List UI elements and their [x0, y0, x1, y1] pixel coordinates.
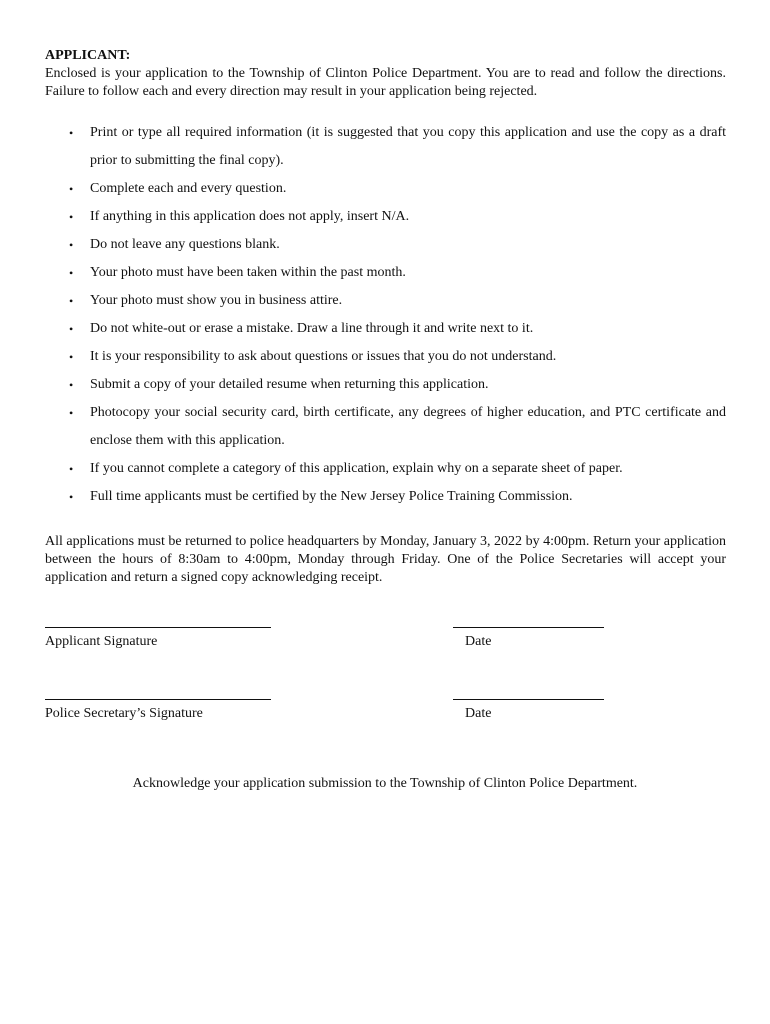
bullet-icon: • [69, 294, 74, 308]
instruction-text: Full time applicants must be certified by the New Jersey Police Training Commission. [90, 489, 573, 504]
return-instructions-paragraph: All applications must be returned to police headquarters by Monday, January 3, 2022 by 4:00pm. Return your application between the hours of 8:30am to 4:00pm, Monday through Friday. One of the Police Secretaries will accept your application and return a signed copy acknowledging receipt. [45, 534, 726, 585]
instruction-item [45, 343, 726, 371]
instruction-text: Your photo must have been taken within the past month. [90, 265, 406, 280]
instruction-text: It is your responsibility to ask about questions or issues that you do not understand. [90, 349, 557, 364]
instruction-text: Your photo must show you in business attire. [90, 293, 343, 308]
instruction-text: Do not leave any questions blank. [90, 237, 280, 252]
instruction-item [45, 119, 726, 175]
acknowledgement-text: Acknowledge your application submission to the Township of Clinton Police Department. [132, 776, 638, 791]
signature-line [45, 627, 271, 628]
instruction-item [45, 287, 726, 315]
intro-paragraph: Enclosed is your application to the Township of Clinton Police Department. You are to read and follow the directions. Failure to follow each and every direction may result in your application being rejected. [45, 66, 726, 99]
instruction-text: If you cannot complete a category of this application, explain why on a separate sheet of paper. [90, 461, 623, 476]
bullet-icon: • [69, 266, 74, 280]
secretary-date-field[interactable] [453, 699, 604, 723]
applicant-signature-label: Applicant Signature [45, 634, 158, 649]
instruction-item [45, 203, 726, 231]
bullet-icon: • [69, 322, 74, 336]
bullet-icon: • [69, 350, 74, 364]
secretary-signature-label: Police Secretary’s Signature [45, 706, 203, 721]
bullet-icon: • [69, 126, 74, 140]
applicant-date-field[interactable] [453, 627, 604, 651]
instruction-text: Complete each and every question. [90, 181, 287, 196]
bullet-icon: • [69, 490, 74, 504]
instruction-item [45, 483, 726, 511]
instructions-list [45, 119, 726, 511]
applicant-heading: APPLICANT: [45, 48, 131, 63]
instruction-item [45, 175, 726, 203]
bullet-icon: • [69, 238, 74, 252]
instruction-text: Submit a copy of your detailed resume when returning this application. [90, 377, 489, 392]
bullet-icon: • [69, 182, 74, 196]
instruction-item [45, 371, 726, 399]
bullet-icon: • [69, 406, 74, 420]
signature-line [45, 699, 271, 700]
instruction-text: If anything in this application does not apply, insert N/A. [90, 209, 410, 224]
instruction-item [45, 231, 726, 259]
bullet-icon: • [69, 378, 74, 392]
bullet-icon: • [69, 462, 74, 476]
date-line [453, 627, 604, 628]
instruction-text: Photocopy your social security card, birth certificate, any degrees of higher education, and PTC certificate and enclose them with this application. [90, 405, 726, 448]
instruction-item [45, 399, 726, 455]
instruction-text: Do not white-out or erase a mistake. Draw a line through it and write next to it. [90, 321, 534, 336]
date-line [453, 699, 604, 700]
instruction-item [45, 455, 726, 483]
bullet-icon: • [69, 210, 74, 224]
secretary-date-label: Date [465, 706, 492, 721]
secretary-signature-field[interactable] [45, 699, 271, 723]
instruction-item [45, 259, 726, 287]
document-body [45, 47, 726, 587]
applicant-date-label: Date [465, 634, 492, 649]
instruction-item [45, 315, 726, 343]
instruction-text: Print or type all required information (it is suggested that you copy this application and use the copy as a draft prior to submitting the final copy). [90, 125, 726, 168]
applicant-signature-field[interactable] [45, 627, 271, 651]
